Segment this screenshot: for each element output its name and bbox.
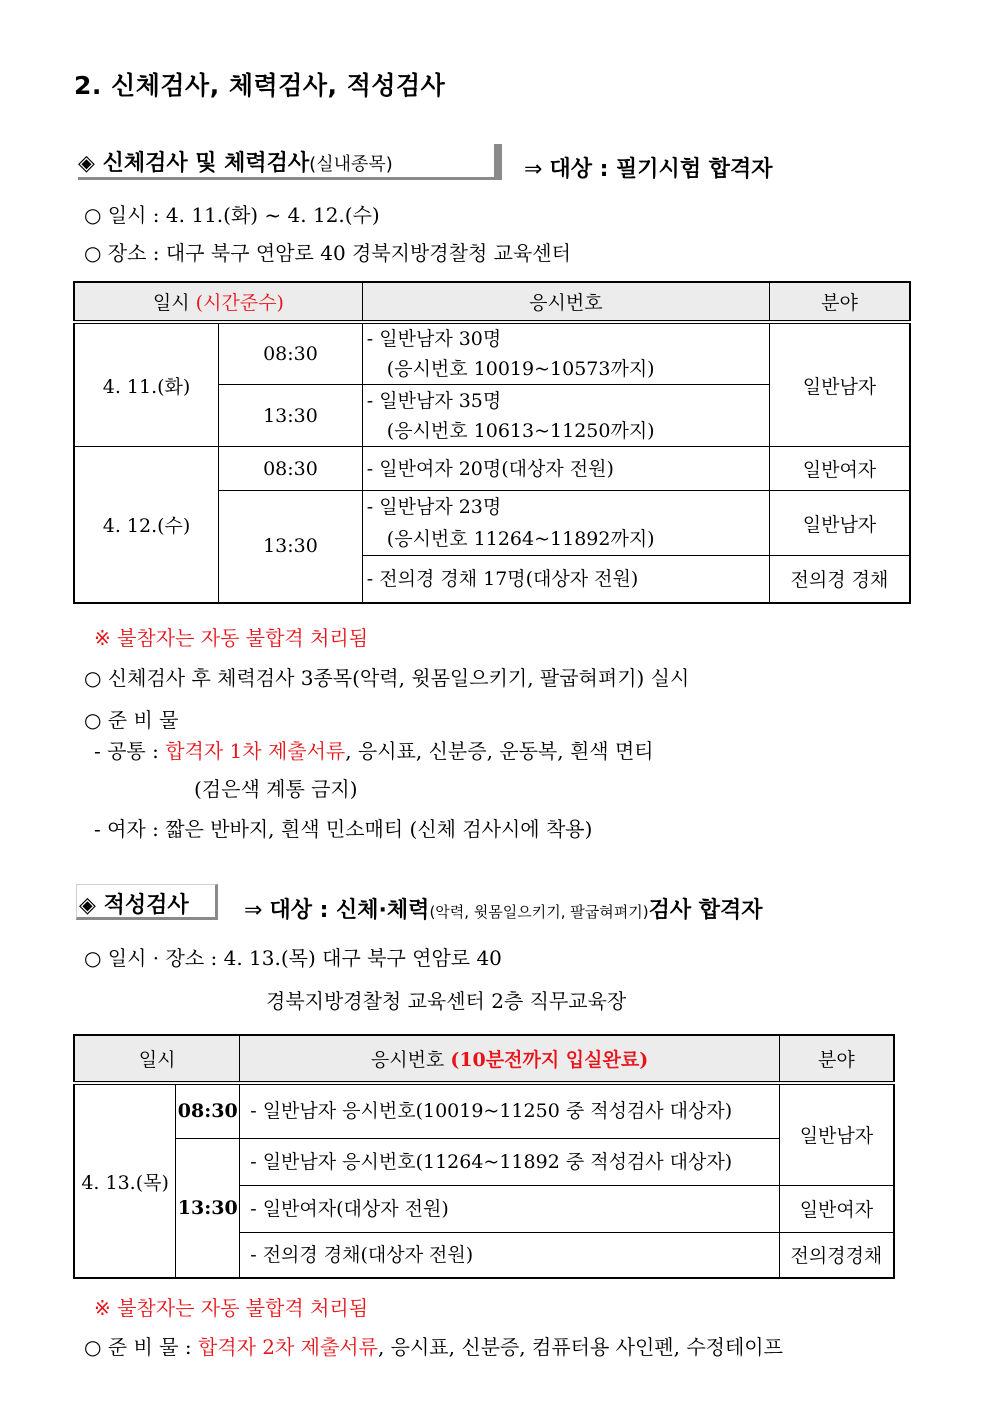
exam-no-cell: - 일반여자(대상자 전원): [240, 1185, 780, 1232]
prep-title: ○ 준 비 물: [84, 708, 179, 732]
prep-docs: 합격자 2차 제출서류: [197, 1335, 378, 1359]
section2-prep-line: [84, 1331, 783, 1360]
table-row: [74, 1138, 894, 1185]
date-cell: 4. 13.(목): [74, 1083, 176, 1278]
section1-schedule-table: [73, 281, 911, 604]
exam-no-cell: - 전의경 경채 17명(대상자 전원): [362, 556, 769, 603]
section1-heading-sub: (실내종목): [309, 154, 393, 175]
prep-common-items: , 응시표, 신분증, 운동복, 흰색 면티: [345, 739, 654, 763]
field-cell: 일반여자: [779, 1185, 894, 1232]
table-row: [74, 447, 910, 491]
field-cell: 일반남자: [779, 1083, 894, 1185]
field-cell: 일반남자: [769, 491, 910, 556]
exam-no-cell: [362, 491, 769, 556]
field-cell: 전의경경채: [779, 1232, 894, 1278]
prep-common-line: [94, 735, 654, 764]
header-exam-no: [240, 1035, 780, 1083]
section2-target: [244, 893, 763, 924]
exam-range: (응시번호 10613~11250까지): [386, 419, 655, 442]
section2-target-main: 대상 : 신체·체력: [269, 898, 430, 923]
field-cell: 일반남자: [769, 322, 910, 447]
prep-common-note: (검은색 계통 금지): [194, 777, 358, 801]
header-exam-no-label: 응시번호: [370, 1049, 445, 1071]
exam-no-cell: - 일반남자 응시번호(10019~11250 중 적성검사 대상자): [240, 1083, 780, 1138]
table-row: [74, 322, 910, 385]
arrow-icon: ⇒: [524, 157, 543, 182]
exam-range: (응시번호 10019~10573까지): [386, 358, 655, 380]
header-datetime-label: 일시: [152, 292, 190, 314]
section1-heading-main: ◈ 신체검사 및 체력검사: [78, 151, 310, 176]
prep-prefix: ○ 준 비 물 :: [84, 1335, 198, 1359]
fitness-line: ○ 신체검사 후 체력검사 3종목(악력, 윗몸일으키기, 팔굽혀펴기) 실시: [84, 666, 690, 690]
section1-target-label: 대상 : 필기시험 합격자: [549, 157, 773, 182]
section2-datetime-place-line2: 경북지방경찰청 교육센터 2층 직무교육장: [266, 989, 627, 1013]
exam-desc: - 일반남자 30명: [366, 328, 502, 350]
time-cell: 08:30: [219, 447, 363, 491]
exam-no-cell: - 일반여자 20명(대상자 전원): [362, 447, 769, 491]
arrow-icon: ⇒: [244, 898, 263, 923]
header-exam-no-note: (10분전까지 입실완료): [450, 1049, 649, 1071]
time-cell: 13:30: [176, 1138, 240, 1278]
exam-range: (응시번호 11264~11892까지): [386, 528, 655, 550]
field-cell: 전의경 경채: [769, 556, 910, 603]
exam-desc: - 일반남자 23명: [366, 496, 502, 518]
header-exam-no: 응시번호: [362, 282, 769, 322]
date-cell: 4. 12.(수): [74, 447, 219, 603]
header-datetime: 일시: [74, 1035, 240, 1083]
section2-datetime-place-line1: ○ 일시 · 장소 : 4. 13.(목) 대구 북구 연암로 40: [84, 946, 502, 970]
prep-common-prefix: - 공통 :: [94, 739, 166, 763]
header-field: 분야: [769, 282, 910, 322]
section2-target-sub: (악력, 윗몸일으키기, 팔굽혀펴기): [429, 903, 649, 921]
exam-no-cell: - 전의경 경채(대상자 전원): [240, 1232, 780, 1278]
table-row: [74, 1083, 894, 1138]
prep-female-line: - 여자 : 짧은 반바지, 흰색 민소매티 (신체 검사시에 착용): [94, 817, 593, 841]
section1-notice: ※ 불참자는 자동 불합격 처리됨: [94, 626, 369, 650]
time-cell: 13:30: [219, 385, 363, 447]
prep-common-docs: 합격자 1차 제출서류: [165, 739, 346, 763]
time-cell: 08:30: [176, 1083, 240, 1138]
field-cell: 일반여자: [769, 447, 910, 491]
section2-heading: ◈ 적성검사: [79, 893, 189, 918]
exam-no-cell: [362, 385, 769, 447]
section2-schedule-table: [73, 1034, 895, 1279]
section1-date-line: ○ 일시 : 4. 11.(화) ~ 4. 12.(수): [84, 203, 380, 227]
header-datetime: [74, 282, 362, 322]
exam-no-cell: - 일반남자 응시번호(11264~11892 중 적성검사 대상자): [240, 1138, 780, 1185]
section2-target-end: 검사 합격자: [648, 898, 763, 923]
section2-heading-box: [76, 884, 218, 920]
section1-heading: [78, 146, 393, 177]
section2-notice: ※ 불참자는 자동 불합격 처리됨: [94, 1296, 369, 1320]
prep-items: , 응시표, 신분증, 컴퓨터용 사인펜, 수정테이프: [377, 1335, 783, 1359]
exam-no-cell: [362, 322, 769, 385]
header-field: 분야: [779, 1035, 894, 1083]
section1-place-line: ○ 장소 : 대구 북구 연암로 40 경북지방경찰청 교육센터: [84, 241, 571, 265]
section1-target: [524, 152, 772, 183]
document-title: 2. 신체검사, 체력검사, 적성검사: [74, 71, 446, 100]
time-cell: 08:30: [219, 322, 363, 385]
date-cell: 4. 11.(화): [74, 322, 219, 447]
section1-heading-box: [78, 144, 502, 180]
header-datetime-note: (시간준수): [195, 292, 284, 314]
exam-desc: - 일반남자 35명: [366, 389, 502, 412]
time-cell: 13:30: [219, 491, 363, 603]
